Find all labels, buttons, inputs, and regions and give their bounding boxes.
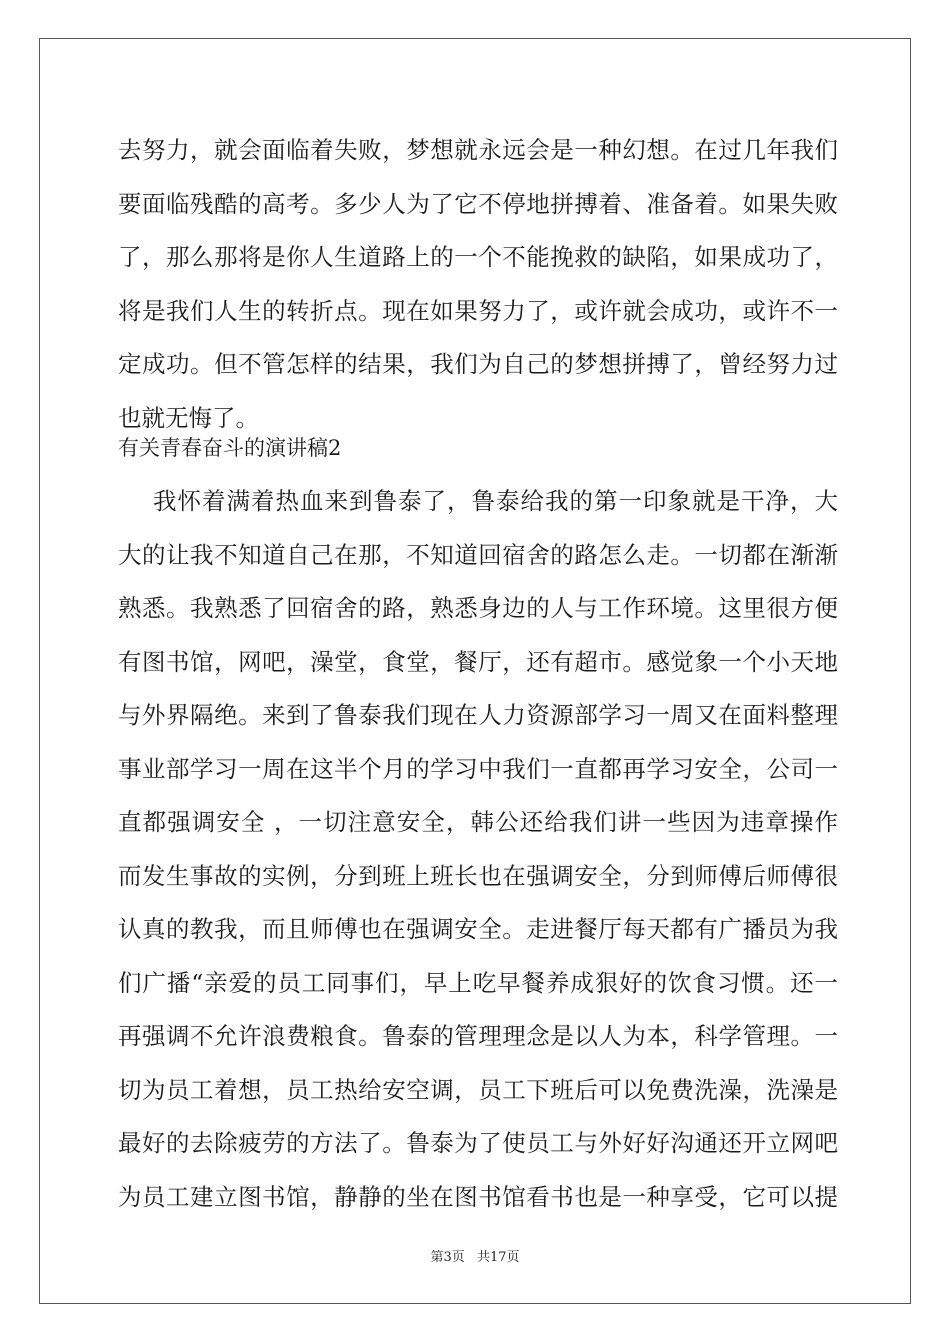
page-total: 共17页 xyxy=(476,1250,520,1265)
text-line: 与外界隔绝。来到了鲁泰我们现在人力资源部学习一周又在面料整理 xyxy=(118,701,838,729)
text-line: 有图书馆，网吧，澡堂，食堂，餐厅，还有超市。感觉象一个小天地 xyxy=(118,647,838,676)
section-heading: 有关青春奋斗的演讲稿2 xyxy=(118,436,342,460)
paragraph-continued xyxy=(118,124,838,445)
text-line: 熟悉。我熟悉了回宿舍的路，熟悉身边的人与工作环境。这里很方便 xyxy=(118,594,838,622)
text-line: 定成功。但不管怎样的结果，我们为自己的梦想拼搏了，曾经努力过 xyxy=(118,350,838,378)
text-line: 事业部学习一周在这半个月的学习中我们一直都再学习安全，公司一 xyxy=(118,754,838,783)
text-line: 将是我们人生的转折点。现在如果努力了，或许就会成功，或许不一 xyxy=(118,296,838,325)
paragraph-speech xyxy=(118,475,838,1224)
text-line: 最好的去除疲劳的方法了。鲁泰为了使员工与外好好沟通还开立网吧 xyxy=(118,1129,838,1157)
page-number: 第3页 xyxy=(430,1250,465,1265)
text-line: 要面临残酷的高考。多少人为了它不停地拼搏着、准备着。如果失败 xyxy=(118,189,838,218)
text-line: 而发生事故的实例，分到班上班长也在强调安全，分到师傅后师傅很 xyxy=(118,861,838,890)
text-line: 了，那么那将是你人生道路上的一个不能挽救的缺陷，如果成功了， xyxy=(118,243,838,271)
text-line: 认真的教我，而且师傅也在强调安全。走进餐厅每天都有广播员为我 xyxy=(118,915,838,943)
text-line: 直都强调安全 ，一切注意安全，韩公还给我们讲一些因为违章操作 xyxy=(118,808,838,836)
text-line: 我怀着满着热血来到鲁泰了，鲁泰给我的第一印象就是干净，大 xyxy=(153,487,838,515)
text-line: 为员工建立图书馆，静静的坐在图书馆看书也是一种享受，它可以提 xyxy=(118,1182,838,1211)
text-line: 再强调不允许浪费粮食。鲁泰的管理理念是以人为本，科学管理。一 xyxy=(118,1022,838,1050)
text-line: 也就无悔了。 xyxy=(118,403,259,432)
text-line: 大的让我不知道自己在那，不知道回宿舍的路怎么走。一切都在渐渐 xyxy=(118,540,838,569)
text-line: 切为员工着想，员工热给安空调，员工下班后可以免费洗澡，洗澡是 xyxy=(118,1075,838,1104)
page-footer xyxy=(0,1246,950,1265)
text-line: 们广播“亲爱的员工同事们，早上吃早餐养成狠好的饮食习惯。还一 xyxy=(118,968,838,997)
text-line: 去努力，就会面临着失败，梦想就永远会是一种幻想。在过几年我们 xyxy=(118,136,838,164)
